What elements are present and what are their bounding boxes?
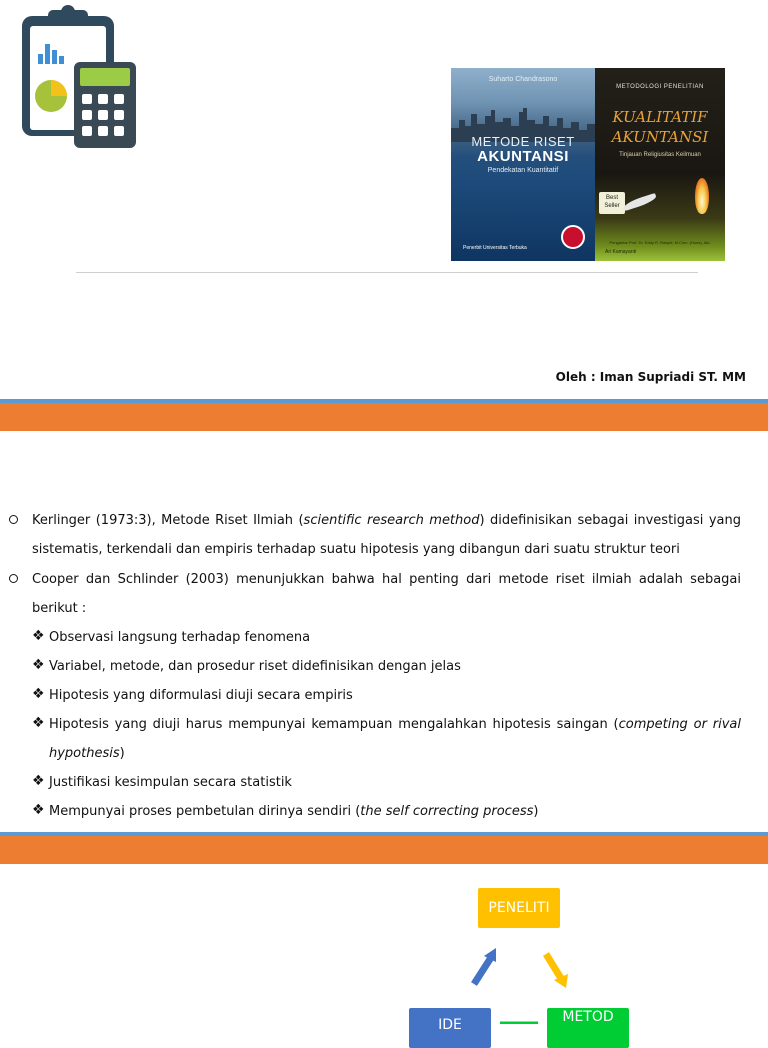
section-band-top (0, 399, 768, 431)
circle-bullet-icon (9, 574, 18, 583)
diagram-box-peneliti: PENELITI (478, 888, 560, 928)
book2-authors: Pengantar Prof. Dr. Eddy R. Rasyid, M.Com. (Hons), Akt. (609, 240, 711, 245)
diamond-bullet-icon: ❖ (32, 802, 45, 818)
book2-subtitle: Tinjauan Religiusitas Keilmuan (619, 152, 701, 158)
arrow-yellow-icon (546, 954, 568, 988)
list-item: Variabel, metode, dan prosedur riset didefinisikan dengan jelas (49, 659, 461, 674)
paragraph-kerlinger-line2: sistematis, terkendali dan empiris terhadap suatu hipotesis yang dibangun dari suatu struktur teori (32, 542, 680, 557)
candle-flame-icon (695, 178, 709, 214)
list-item: Mempunyai proses pembetulan dirinya sendiri (the self correcting process) (49, 804, 539, 819)
paragraph-cooper-line1: Cooper dan Schlinder (2003) menunjukkan bahwa hal penting dari metode riset ilmiah adalah sebagai (32, 572, 741, 587)
book2-title-line1: KUALITATIF (612, 108, 708, 126)
diamond-bullet-icon: ❖ (32, 773, 45, 789)
circle-bullet-icon (9, 515, 18, 524)
diamond-bullet-icon: ❖ (32, 715, 45, 731)
book-cover-metode-riset-akuntansi (451, 68, 595, 261)
list-item-line2: hypothesis) (49, 746, 125, 761)
book1-publisher: Penerbit Universitas Terbuka (463, 245, 527, 251)
diagram-box-metod: METOD (547, 1008, 629, 1048)
diamond-bullet-icon: ❖ (32, 657, 45, 673)
book1-author: Suharto Chandrasono (488, 76, 558, 83)
paragraph-cooper-line2: berikut : (32, 601, 87, 616)
best-seller-badge: Best Seller (599, 192, 625, 214)
book1-title-line1: METODE RISET (471, 134, 575, 149)
book2-top-label: METODOLOGI PENELITIAN (616, 84, 704, 90)
list-item: Observasi langsung terhadap fenomena (49, 630, 311, 645)
list-item: Justifikasi kesimpulan secara statistik (49, 775, 292, 790)
diamond-bullet-icon: ❖ (32, 686, 45, 702)
list-item: Hipotesis yang diformulasi diuji secara empiris (49, 688, 353, 703)
paragraph-kerlinger-line1: Kerlinger (1973:3), Metode Riset Ilmiah (scientific research method) didefinisikan sebagai investigasi yang (32, 513, 741, 528)
book1-seal-icon (561, 225, 585, 249)
book1-title-line2: AKUNTANSI (477, 148, 569, 165)
section-band-bottom (0, 832, 768, 864)
arrow-blue-icon (474, 948, 496, 984)
author-line: Oleh : Iman Supriadi ST. MM (555, 370, 746, 384)
diagram-box-ide: IDE (409, 1008, 491, 1048)
book2-signature: Ari Kamayanti (605, 249, 637, 255)
diamond-bullet-icon: ❖ (32, 628, 45, 644)
book1-subtitle: Pendekatan Kuantitatif (487, 167, 559, 174)
book2-title-line2: AKUNTANSI (611, 128, 709, 146)
list-item-line1: Hipotesis yang diuji harus mempunyai kemampuan mengalahkan hipotesis saingan (competing or rival (49, 717, 741, 732)
header-divider (76, 272, 698, 273)
feather-icon (623, 193, 658, 211)
clipboard-calculator-icon (18, 4, 138, 150)
book-cover-kualitatif-akuntansi (595, 68, 725, 261)
